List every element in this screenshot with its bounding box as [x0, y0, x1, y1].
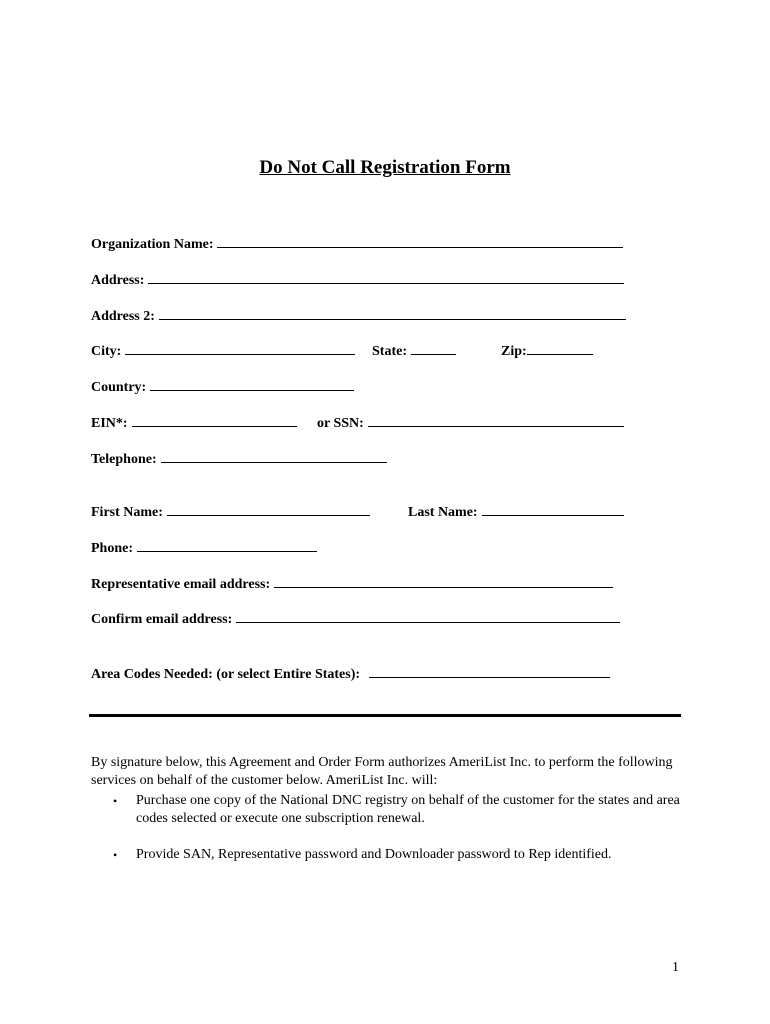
- phone-label: Phone:: [91, 541, 133, 556]
- first-name-field[interactable]: [167, 502, 370, 516]
- zip-field[interactable]: [527, 341, 593, 355]
- telephone-field[interactable]: [161, 449, 387, 463]
- zip-group: [501, 341, 593, 360]
- ssn-field[interactable]: [368, 413, 624, 427]
- country-field[interactable]: [150, 377, 354, 391]
- state-label: State:: [372, 344, 407, 359]
- ein-label: EIN*:: [91, 416, 128, 431]
- country-row: [91, 377, 354, 396]
- organization-name-label: Organization Name:: [91, 237, 214, 252]
- first-name-label: First Name:: [91, 505, 163, 520]
- state-group: [372, 341, 456, 360]
- rep-email-field[interactable]: [274, 574, 613, 588]
- section-divider: [89, 714, 681, 717]
- bullet-text: Purchase one copy of the National DNC registry on behalf of the customer for the states and area codes selected or execute one subscription renewal.: [136, 793, 680, 826]
- rep-email-label: Representative email address:: [91, 577, 271, 592]
- list-item: [113, 846, 683, 864]
- bullet-text: Provide SAN, Representative password and Downloader password to Rep identified.: [136, 847, 612, 862]
- agreement-bullet-list-2: [113, 846, 683, 864]
- confirm-email-label: Confirm email address:: [91, 612, 233, 627]
- list-item: [113, 792, 683, 828]
- ein-row: [91, 413, 297, 432]
- country-label: Country:: [91, 380, 147, 395]
- area-codes-row: [91, 664, 610, 683]
- page-number: 1: [672, 960, 679, 975]
- address-field[interactable]: [148, 270, 624, 284]
- address-label: Address:: [91, 273, 145, 288]
- city-field[interactable]: [125, 341, 355, 355]
- address2-field[interactable]: [159, 306, 626, 320]
- rep-email-row: [91, 574, 613, 593]
- city-label: City:: [91, 344, 122, 359]
- address-row: [91, 270, 624, 289]
- ein-field[interactable]: [132, 413, 297, 427]
- ssn-label: or SSN:: [317, 416, 364, 431]
- bullet-icon: •: [113, 794, 118, 808]
- ssn-group: [317, 413, 624, 432]
- agreement-bullet-list: [113, 792, 683, 828]
- city-row: [91, 341, 355, 360]
- organization-name-row: [91, 234, 623, 253]
- address2-label: Address 2:: [91, 309, 155, 324]
- last-name-group: [408, 502, 624, 521]
- zip-label: Zip:: [501, 344, 527, 359]
- last-name-field[interactable]: [482, 502, 624, 516]
- agreement-intro: By signature below, this Agreement and Order Form authorizes AmeriList Inc. to perform the following services on behalf of the customer below. AmeriList Inc. will:: [91, 755, 673, 788]
- last-name-label: Last Name:: [408, 505, 478, 520]
- phone-row: [91, 538, 317, 557]
- area-codes-label: Area Codes Needed: (or select Entire States):: [91, 667, 361, 682]
- telephone-row: [91, 449, 387, 468]
- address2-row: [91, 306, 626, 325]
- confirm-email-field[interactable]: [236, 609, 620, 623]
- bullet-icon: •: [113, 848, 118, 862]
- first-name-row: [91, 502, 370, 521]
- confirm-email-row: [91, 609, 620, 628]
- area-codes-field[interactable]: [369, 664, 610, 678]
- organization-name-field[interactable]: [217, 234, 623, 248]
- telephone-label: Telephone:: [91, 452, 157, 467]
- phone-field[interactable]: [137, 538, 317, 552]
- state-field[interactable]: [411, 341, 456, 355]
- form-title: Do Not Call Registration Form: [259, 157, 511, 178]
